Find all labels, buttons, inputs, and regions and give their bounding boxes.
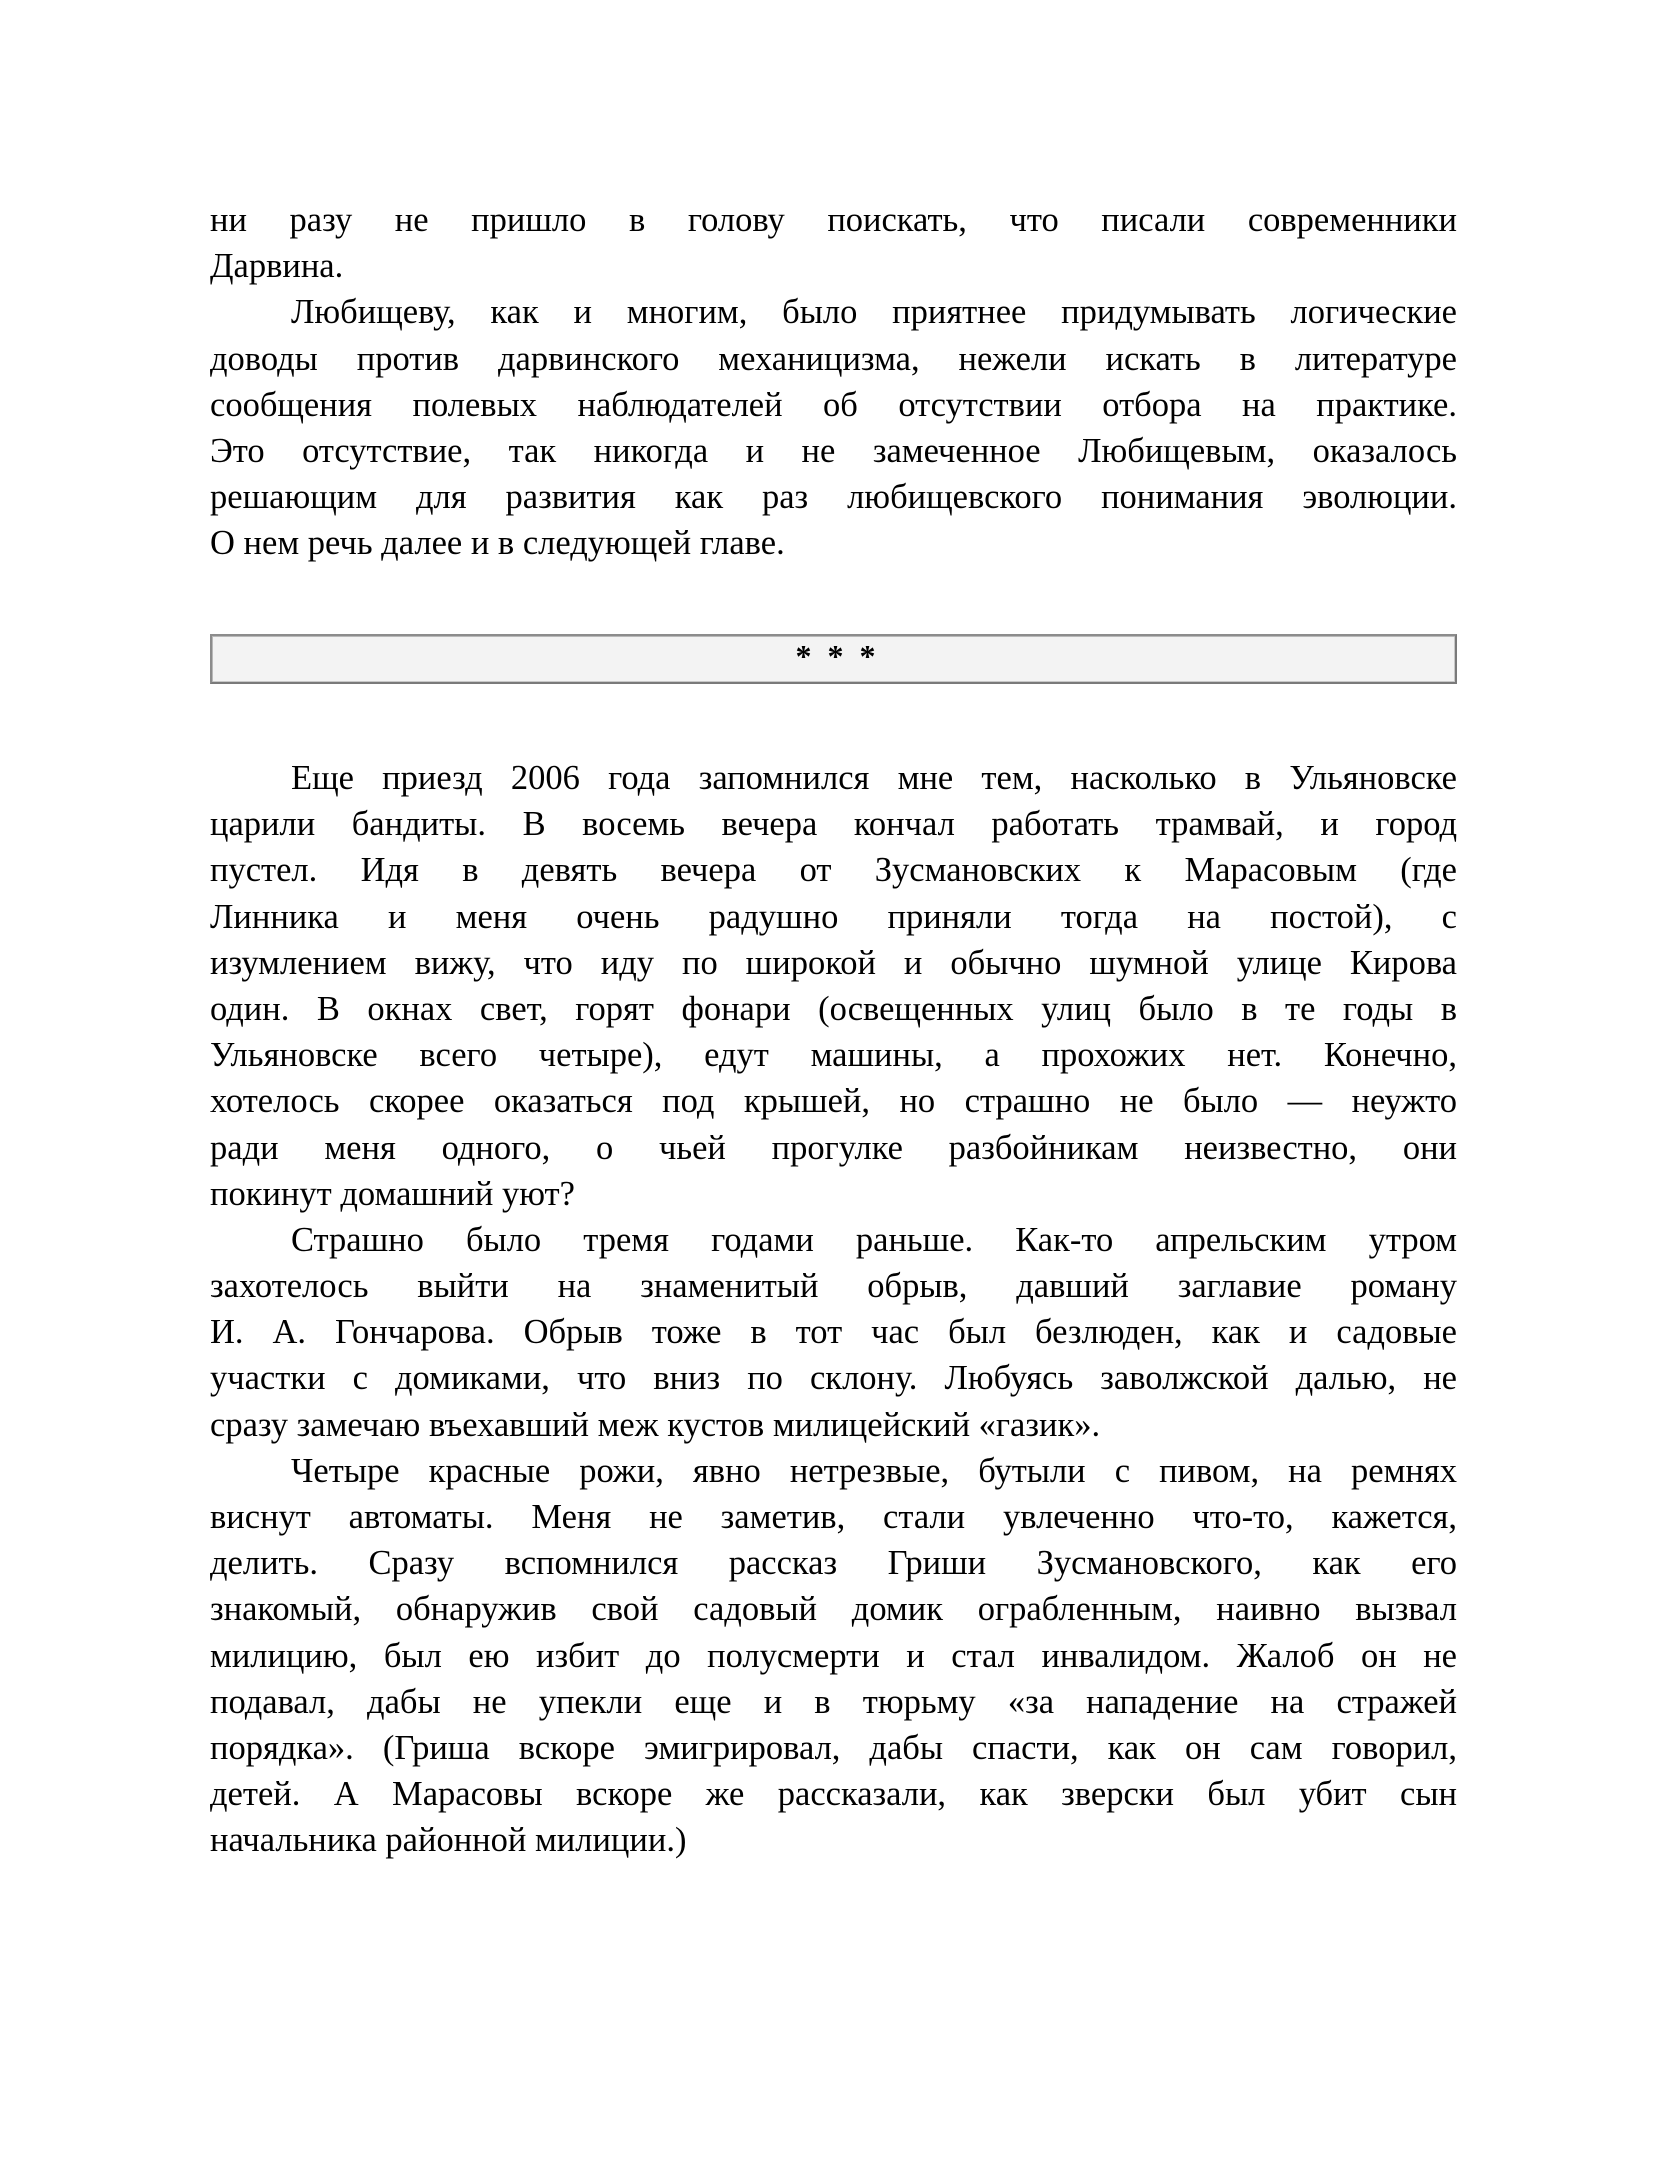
text-line: покинут домашний уют? [210,1174,575,1213]
text-line: Линника и меня очень радушно приняли тогда на постой), с [210,897,1457,936]
text-line: подавал, дабы не упекли еще и в тюрьму «за нападение на стражей [210,1682,1457,1721]
text-block-2 [210,755,1457,1864]
text-line: захотелось выйти на знаменитый обрыв, давший заглавие роману [210,1267,1457,1306]
paragraph-first-line: Еще приезд 2006 года запомнился мне тем, насколько в Ульяновске [291,759,1457,797]
text-line: ради меня одного, о чьей прогулке разбойникам неизвестно, они [210,1128,1457,1167]
text-line: доводы против дарвинского механицизма, нежели искать в литературе [210,339,1457,378]
text-line: сообщения полевых наблюдателей об отсутствии отбора на практике. [210,385,1457,424]
text-line: один. В окнах свет, горят фонари (освещенных улиц было в те годы в [210,989,1457,1028]
text-line: Это отсутствие, так никогда и не замеченное Любищевым, оказалось [210,431,1457,470]
text-line: сразу замечаю въехавший меж кустов милицейский «газик». [210,1405,1101,1444]
text-line: И. А. Гончарова. Обрыв тоже в тот час был безлюден, как и садовые [210,1313,1457,1352]
section-separator [210,634,1457,684]
text-line: порядка». (Гриша вскоре эмигрировал, дабы спасти, как он сам говорил, [210,1728,1457,1767]
text-block-1 [210,197,1457,567]
text-line: Ульяновске всего четыре), едут машины, а прохожих нет. Конечно, [210,1036,1457,1075]
text-line: делить. Сразу вспомнился рассказ Гриши Зусмановского, как его [210,1544,1457,1583]
text-line: виснут автоматы. Меня не заметив, стали увлеченно что-то, кажется, [210,1498,1457,1536]
text-line: пустел. Идя в девять вечера от Зусмановских к Марасовым (где [210,851,1457,890]
text-line: детей. А Марасовы вскоре же рассказали, как зверски был убит сын [210,1775,1457,1814]
text-line: участки с домиками, что вниз по склону. Любуясь заволжской далью, не [210,1359,1457,1398]
separator-asterisks: * * * [795,638,880,674]
text-line: милицию, был ею избит до полусмерти и стал инвалидом. Жалоб он не [210,1636,1457,1675]
text-line: Дарвина. [210,247,344,286]
text-line: О нем речь далее и в следующей главе. [210,524,785,563]
text-line: хотелось скорее оказаться под крышей, но страшно не было — неужто [210,1082,1457,1121]
text-line: знакомый, обнаружив свой садовый домик ограбленным, наивно вызвал [210,1590,1457,1629]
text-line: царили бандиты. В восемь вечера кончал работать трамвай, и город [210,805,1457,844]
paragraph-first-line: Четыре красные рожи, явно нетрезвые, бутыли с пивом, на ремнях [291,1451,1457,1490]
text-line: начальника районной милиции.) [210,1821,687,1860]
text-line: решающим для развития как раз любищевского понимания эволюции. [210,478,1457,517]
text-line: ни разу не пришло в голову поискать, что писали современники [210,201,1457,239]
paragraph-first-line: Любищеву, как и многим, было приятнее придумывать логические [291,293,1457,332]
text-line: изумлением вижу, что иду по широкой и обычно шумной улице Кирова [210,943,1457,982]
paragraph-first-line: Страшно было тремя годами раньше. Как-то апрельским утром [291,1220,1457,1259]
